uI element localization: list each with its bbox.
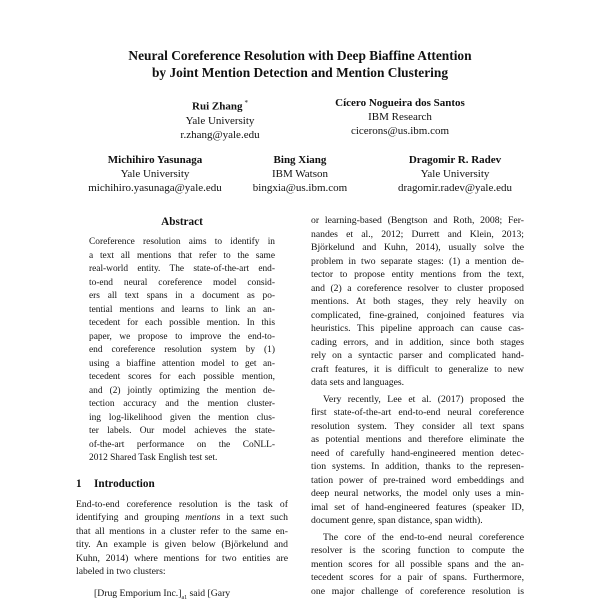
author-name: Bing Xiang	[273, 154, 327, 166]
body-line: as potential mentions and therefore eliminate the	[311, 434, 524, 445]
intro-text: in a text such	[220, 512, 288, 523]
body-line: mentions. At both stages, they rely heavily on	[311, 296, 524, 307]
paper-title	[0, 47, 600, 81]
abstract-line: tecedent for each possible mention. In this	[89, 318, 275, 328]
author-block-4	[245, 153, 355, 196]
author-name: Rui Zhang	[192, 100, 243, 113]
abstract-line: end coreference resolution system by (1)	[89, 345, 275, 355]
author-email: michihiro.yasunaga@yale.edu	[88, 182, 222, 195]
author-affiliation: IBM Watson	[271, 168, 329, 181]
example-cluster-label: a1	[181, 594, 188, 601]
abstract-line: 2012 Shared Task English test set.	[89, 453, 218, 463]
abstract-line: tection accuracy and the mention cluster-	[89, 399, 275, 409]
author-footnote-mark: *	[244, 99, 248, 107]
author-affiliation: Yale University	[185, 114, 255, 127]
author-affiliation: Yale University	[120, 168, 190, 181]
author-name: Cícero Nogueira dos Santos	[335, 97, 465, 109]
body-line: heuristics. This pipeline approach can cause cas-	[311, 323, 524, 334]
body-line: deep neural networks, the model only uses a min-	[311, 488, 524, 499]
author-name: Michihiro Yasunaga	[107, 154, 203, 166]
body-line: tector to propose entity mentions from the text,	[311, 269, 524, 280]
body-line: document genre, span distance, span width).	[311, 515, 483, 526]
author-email: dragomir.radev@yale.edu	[398, 182, 512, 195]
body-line: need of carefully hand-engineered mention detec-	[311, 447, 524, 459]
author-block-1	[140, 96, 300, 142]
body-line: craft features, it is difficult to generalize to new	[311, 363, 524, 375]
body-line: problem in two separate stages: (1) a mention de-	[311, 255, 524, 267]
abstract-line: ing log-likelihood given the mention clus-	[89, 412, 275, 423]
body-line: first state-of-the-art end-to-end neural coreference	[311, 407, 524, 418]
abstract-line: tential mentions and learns to link an an-	[89, 304, 275, 315]
right-column	[311, 214, 524, 598]
body-line: or learning-based (Bengtson and Roth, 2008; Fer-	[311, 215, 524, 226]
body-line: rely on a syntactic parser and complicated hand-	[311, 350, 524, 361]
body-line: Björkelund and Kuhn, 2014), usually solve the	[311, 242, 524, 253]
intro-text: identifying and grouping	[76, 512, 186, 523]
intro-emphasis: mentions	[185, 512, 221, 523]
intro-line: that all mentions in a cluster refer to the same en-	[76, 525, 288, 537]
abstract-line: and (2) jointly optimizing the mention de-	[89, 385, 275, 396]
abstract-line: paper, we propose to improve the end-to-	[89, 331, 275, 342]
abstract-line: ter labels. Our model achieves the state-	[89, 426, 275, 436]
body-line: tation power of pre-trained word embeddings and	[311, 474, 524, 486]
body-line: imal set of hand-engineered features (speaker ID,	[311, 501, 524, 513]
abstract-line: a text all mentions that refer to the same	[89, 250, 275, 261]
author-email: bingxia@us.ibm.com	[252, 182, 348, 195]
example-mention: [Drug Emporium Inc.]	[94, 587, 182, 599]
intro-line: tity. An example is given below (Björkelund and	[76, 539, 288, 550]
body-line: The core of the end-to-end neural coreference	[323, 531, 524, 543]
example-line	[76, 587, 288, 605]
abstract-line: real-world entity. The state-of-the-art end-	[89, 264, 275, 274]
author-email: cicerons@us.ibm.com	[350, 125, 450, 138]
section-heading-introduction	[76, 476, 288, 492]
author-affiliation: IBM Research	[368, 111, 432, 124]
left-column	[76, 214, 288, 605]
author-block-5	[375, 153, 535, 196]
body-line: Very recently, Lee et al. (2017) proposed the	[323, 393, 524, 405]
abstract-line: Coreference resolution aims to identify in	[89, 237, 275, 247]
intro-line-with-emphasis	[76, 511, 288, 525]
intro-line: End-to-end coreference resolution is the task of	[76, 498, 288, 510]
abstract-line: to-end neural coreference model consid-	[89, 277, 275, 288]
abstract-body	[89, 236, 275, 466]
author-email: r.zhang@yale.edu	[180, 129, 260, 142]
abstract-heading: Abstract	[161, 216, 203, 228]
author-name: Dragomir R. Radev	[408, 154, 502, 166]
author-affiliation: Yale University	[420, 168, 490, 181]
author-block-3	[70, 153, 240, 196]
intro-line: labeled in two clusters:	[76, 566, 166, 577]
body-line: complicated, fine-grained, conjoined features via	[311, 309, 524, 321]
intro-line: Kuhn, 2014) where mentions for two entities are	[76, 552, 288, 564]
body-line: resolver is the scoring function to compute the	[311, 545, 524, 556]
example-text: said [Gary	[187, 587, 231, 599]
body-line: tecedent scores for a pair of spans. Furthermore,	[311, 572, 524, 583]
title-line-1: Neural Coreference Resolution with Deep Biaffine Attention	[128, 48, 472, 63]
body-line: cading errors, and in addition, since both stages	[311, 336, 524, 348]
abstract-line: using a biaffine attention model to get an-	[89, 358, 275, 369]
body-line: mention scores for all possible spans and the an-	[311, 558, 524, 570]
body-line: data sets and languages.	[311, 377, 405, 388]
body-line: one major challenge of coreference resolution is	[311, 585, 524, 597]
abstract-line: ers all text spans in a document as po-	[89, 291, 275, 301]
section-number: 1	[76, 477, 82, 490]
author-block-2	[310, 96, 490, 139]
body-line: nandes et al., 2012; Durrett and Klein, 2013;	[311, 228, 524, 240]
body-line: and (2) a coreference resolver to cluster proposed	[311, 282, 524, 294]
body-line: resolution system. They consider all text spans	[311, 420, 524, 432]
abstract-line: tecedent scores for each possible mention,	[89, 372, 275, 382]
section-title: Introduction	[94, 477, 155, 490]
abstract-line: of-the-art performance on the CoNLL-	[89, 439, 275, 450]
title-line-2: by Joint Mention Detection and Mention Clustering	[151, 65, 449, 80]
body-line: tion systems. In addition, thanks to the represen-	[311, 461, 524, 472]
